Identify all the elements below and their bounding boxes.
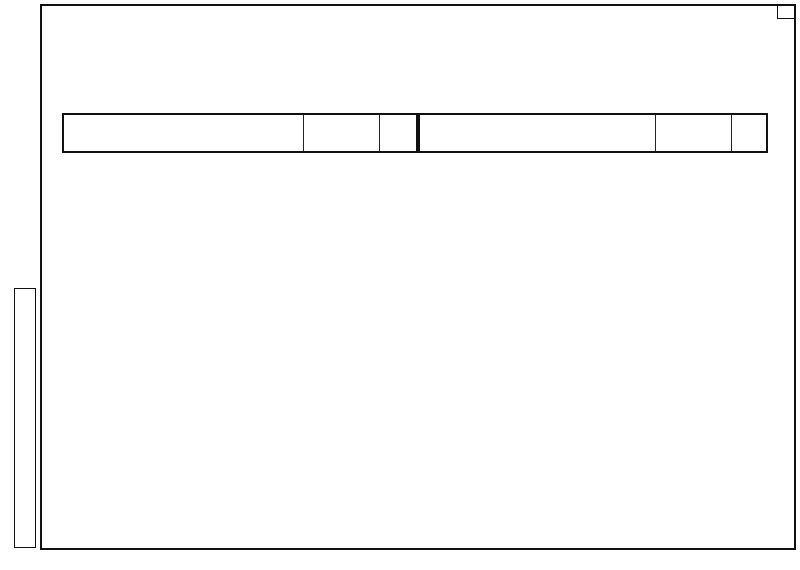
series-label [6,60,34,170]
contents-table-right [418,113,768,153]
table-header [419,114,767,152]
header-page [379,114,417,152]
side-stamp [14,288,36,548]
header-code [303,114,379,152]
header-page [731,114,767,152]
header-name [63,114,303,152]
drawing-frame [40,4,796,550]
header-name [419,114,655,152]
page-number [777,4,796,19]
contents-table-left [62,113,418,153]
footer [500,540,790,552]
header-code [655,114,731,152]
table-header [63,114,417,152]
